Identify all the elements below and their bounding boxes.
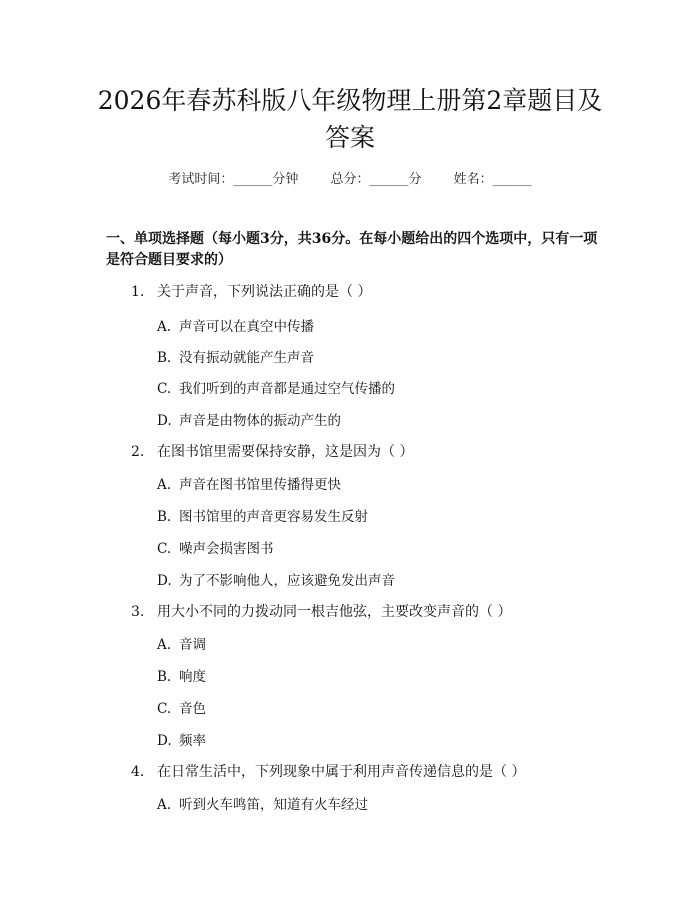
question-number: 3. (131, 604, 145, 620)
option-letter: B. (157, 669, 172, 685)
option-3b (157, 665, 206, 685)
option-text: 声音可以在真空中传播 (179, 319, 314, 335)
option-text: 没有振动就能产生声音 (179, 350, 314, 366)
section-heading: 一、单项选择题（每小题3分，共36分。在每小题给出的四个选项中，只有一项是符合题目要求的） (106, 231, 598, 268)
option-letter: A. (157, 797, 172, 813)
option-letter: D. (157, 733, 172, 749)
page-title: 2026年春苏科版八年级物理上册第2章题目及答案 (97, 86, 603, 152)
option-text: 为了不影响他人，应该避免发出声音 (179, 573, 395, 589)
option-text: 噪声会损害图书 (179, 541, 274, 557)
question-2 (131, 441, 413, 461)
option-text: 音调 (179, 637, 206, 653)
option-letter: C. (157, 541, 172, 557)
option-text: 声音在图书馆里传播得更快 (179, 477, 341, 493)
option-4a (157, 793, 368, 813)
question-stem: 在日常生活中，下列现象中属于利用声音传递信息的是（ ） (157, 764, 526, 780)
option-3c (157, 697, 206, 717)
option-letter: C. (157, 381, 172, 397)
option-text: 频率 (179, 733, 206, 749)
question-3 (131, 601, 511, 621)
option-1b (157, 346, 314, 366)
option-1c (157, 377, 395, 397)
exam-meta (0, 168, 700, 187)
option-letter: B. (157, 509, 172, 525)
option-2c (157, 537, 274, 557)
total-score-field: 总分：______分 (330, 172, 422, 187)
option-text: 声音是由物体的振动产生的 (179, 413, 341, 429)
option-2b (157, 505, 368, 525)
question-number: 2. (131, 444, 145, 460)
option-3d (157, 729, 206, 749)
option-text: 响度 (179, 669, 206, 685)
exam-time-field: 考试时间：______分钟 (168, 172, 299, 187)
option-letter: A. (157, 477, 172, 493)
question-1 (131, 281, 371, 301)
option-text: 音色 (179, 701, 206, 717)
option-letter: B. (157, 350, 172, 366)
question-stem: 在图书馆里需要保持安静，这是因为（ ） (157, 444, 414, 460)
option-letter: D. (157, 573, 172, 589)
option-letter: D. (157, 413, 172, 429)
option-text: 图书馆里的声音更容易发生反射 (179, 509, 368, 525)
option-letter: A. (157, 637, 172, 653)
question-stem: 关于声音，下列说法正确的是（ ） (157, 284, 372, 300)
option-1d (157, 409, 341, 429)
question-number: 1. (131, 284, 145, 300)
option-text: 听到火车鸣笛，知道有火车经过 (179, 797, 368, 813)
question-number: 4. (131, 764, 145, 780)
option-3a (157, 633, 206, 653)
option-text: 我们听到的声音都是通过空气传播的 (179, 381, 395, 397)
option-2d (157, 569, 395, 589)
question-stem: 用大小不同的力拨动同一根吉他弦，主要改变声音的（ ） (157, 604, 512, 620)
option-letter: C. (157, 701, 172, 717)
question-4 (131, 761, 525, 781)
option-2a (157, 473, 341, 493)
option-1a (157, 315, 314, 335)
student-name-field: 姓名：______ (453, 172, 532, 187)
option-letter: A. (157, 319, 172, 335)
